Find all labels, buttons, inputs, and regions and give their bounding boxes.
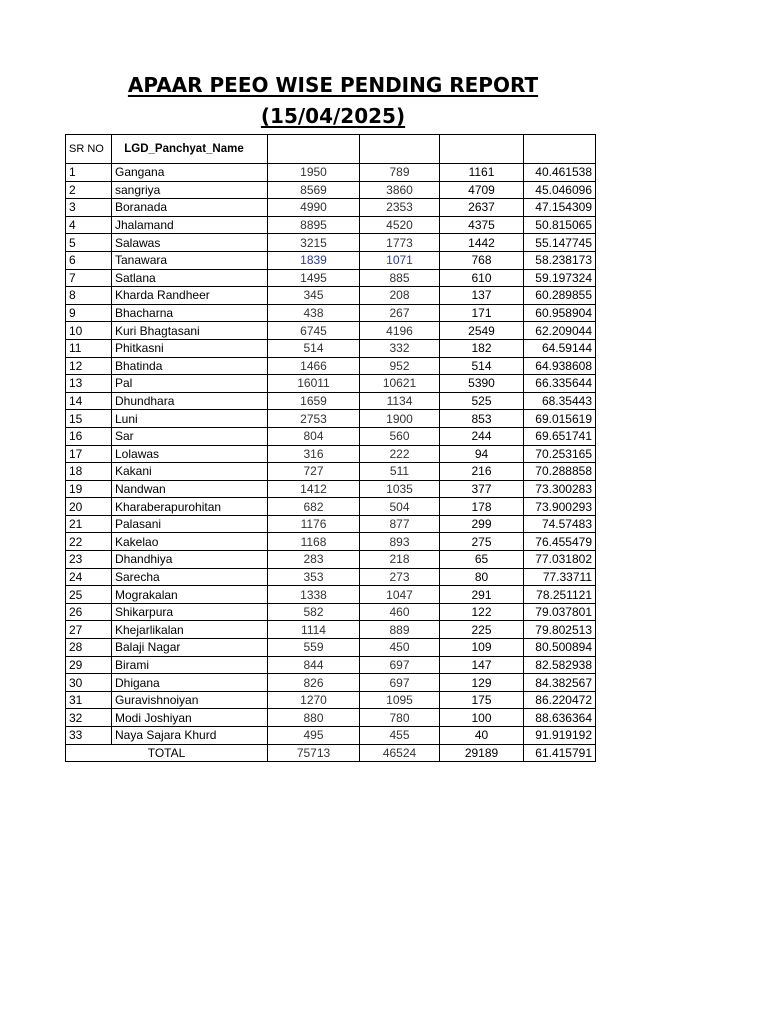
col-4-cell: 218 — [360, 551, 440, 569]
percent-cell: 64.59144 — [524, 339, 596, 357]
sr-no-cell: 22 — [66, 533, 112, 551]
col-4-cell: 893 — [360, 533, 440, 551]
table-row — [66, 515, 596, 533]
pending-cell: 610 — [440, 269, 524, 287]
pending-cell: 65 — [440, 551, 524, 569]
pending-cell: 171 — [440, 304, 524, 322]
table-row — [66, 498, 596, 516]
panchyat-name-cell: Boranada — [112, 199, 268, 217]
panchyat-name-cell: Sarecha — [112, 568, 268, 586]
table-row — [66, 709, 596, 727]
sr-no-cell: 3 — [66, 199, 112, 217]
sr-no-cell: 20 — [66, 498, 112, 516]
col-3-cell: 804 — [268, 427, 360, 445]
col-4-cell: 1773 — [360, 234, 440, 252]
percent-cell: 64.938608 — [524, 357, 596, 375]
table-row — [66, 480, 596, 498]
col-3-cell: 1495 — [268, 269, 360, 287]
panchyat-name-cell: Mograkalan — [112, 586, 268, 604]
percent-cell: 69.651741 — [524, 427, 596, 445]
pending-cell: 216 — [440, 463, 524, 481]
panchyat-name-cell: Lolawas — [112, 445, 268, 463]
percent-cell: 69.015619 — [524, 410, 596, 428]
sr-no-cell: 8 — [66, 287, 112, 305]
percent-cell: 62.209044 — [524, 322, 596, 340]
col-3-cell: 4990 — [268, 199, 360, 217]
panchyat-name-cell: Jhalamand — [112, 216, 268, 234]
panchyat-name-cell: Sar — [112, 427, 268, 445]
table-row — [66, 234, 596, 252]
percent-cell: 79.037801 — [524, 603, 596, 621]
percent-cell: 47.154309 — [524, 199, 596, 217]
pending-cell: 94 — [440, 445, 524, 463]
col-4-cell: 1047 — [360, 586, 440, 604]
panchyat-name-cell: Shikarpura — [112, 603, 268, 621]
col-3-cell: 844 — [268, 656, 360, 674]
panchyat-name-cell: Satlana — [112, 269, 268, 287]
percent-cell: 73.300283 — [524, 480, 596, 498]
sr-no-cell: 14 — [66, 392, 112, 410]
sr-no-cell: 28 — [66, 639, 112, 657]
table-row — [66, 463, 596, 481]
col-3-cell: 1466 — [268, 357, 360, 375]
sr-no-cell: 29 — [66, 656, 112, 674]
percent-cell: 74.57483 — [524, 515, 596, 533]
percent-cell: 60.289855 — [524, 287, 596, 305]
percent-cell: 70.253165 — [524, 445, 596, 463]
total-label: TOTAL — [66, 744, 268, 762]
panchyat-name-cell: Phitkasni — [112, 339, 268, 357]
pending-cell: 225 — [440, 621, 524, 639]
pending-cell: 299 — [440, 515, 524, 533]
percent-cell: 58.238173 — [524, 251, 596, 269]
percent-cell: 45.046096 — [524, 181, 596, 199]
col-4-cell: 267 — [360, 304, 440, 322]
sr-no-cell: 9 — [66, 304, 112, 322]
col-3-cell: 682 — [268, 498, 360, 516]
table-row — [66, 339, 596, 357]
panchyat-name-cell: Salawas — [112, 234, 268, 252]
table-row — [66, 322, 596, 340]
pending-cell: 2637 — [440, 199, 524, 217]
percent-cell: 77.031802 — [524, 551, 596, 569]
col-4-cell: 332 — [360, 339, 440, 357]
pending-cell: 122 — [440, 603, 524, 621]
sr-no-cell: 17 — [66, 445, 112, 463]
sr-no-cell: 4 — [66, 216, 112, 234]
sr-no-cell: 19 — [66, 480, 112, 498]
pending-report-table — [65, 134, 596, 762]
table-row — [66, 691, 596, 709]
table-row — [66, 603, 596, 621]
col-4-cell: 4196 — [360, 322, 440, 340]
table-row — [66, 304, 596, 322]
panchyat-name-cell: Birami — [112, 656, 268, 674]
col-3-cell: 8895 — [268, 216, 360, 234]
header-sr-no: SR NO — [66, 135, 112, 164]
table-row — [66, 216, 596, 234]
col-4-cell: 1071 — [360, 251, 440, 269]
pending-cell: 275 — [440, 533, 524, 551]
table-row — [66, 639, 596, 657]
sr-no-cell: 6 — [66, 251, 112, 269]
pending-cell: 147 — [440, 656, 524, 674]
pending-cell: 514 — [440, 357, 524, 375]
panchyat-name-cell: Balaji Nagar — [112, 639, 268, 657]
pending-cell: 137 — [440, 287, 524, 305]
percent-cell: 77.33711 — [524, 568, 596, 586]
table-row — [66, 164, 596, 182]
pending-cell: 178 — [440, 498, 524, 516]
sr-no-cell: 2 — [66, 181, 112, 199]
pending-cell: 175 — [440, 691, 524, 709]
col-4-cell: 697 — [360, 674, 440, 692]
col-4-cell: 10621 — [360, 375, 440, 393]
sr-no-cell: 13 — [66, 375, 112, 393]
percent-cell: 73.900293 — [524, 498, 596, 516]
report-date: (15/04/2025) — [260, 104, 406, 128]
sr-no-cell: 18 — [66, 463, 112, 481]
col-3-cell: 1176 — [268, 515, 360, 533]
panchyat-name-cell: Dhandhiya — [112, 551, 268, 569]
col-3-cell: 559 — [268, 639, 360, 657]
sr-no-cell: 16 — [66, 427, 112, 445]
panchyat-name-cell: Kuri Bhagtasani — [112, 322, 268, 340]
pending-cell: 40 — [440, 727, 524, 745]
panchyat-name-cell: Kakelao — [112, 533, 268, 551]
col-4-cell: 3860 — [360, 181, 440, 199]
pending-cell: 853 — [440, 410, 524, 428]
col-4-cell: 889 — [360, 621, 440, 639]
percent-cell: 76.455479 — [524, 533, 596, 551]
panchyat-name-cell: Bhatinda — [112, 357, 268, 375]
total-col-3: 75713 — [268, 744, 360, 762]
panchyat-name-cell: Modi Joshiyan — [112, 709, 268, 727]
col-4-cell: 1095 — [360, 691, 440, 709]
col-4-cell: 1035 — [360, 480, 440, 498]
col-3-cell: 353 — [268, 568, 360, 586]
col-3-cell: 1839 — [268, 251, 360, 269]
header-panchyat-name: LGD_Panchyat_Name — [112, 135, 268, 164]
table-row — [66, 621, 596, 639]
sr-no-cell: 24 — [66, 568, 112, 586]
percent-cell: 50.815065 — [524, 216, 596, 234]
pending-cell: 129 — [440, 674, 524, 692]
total-row — [66, 744, 596, 762]
sr-no-cell: 33 — [66, 727, 112, 745]
pending-cell: 5390 — [440, 375, 524, 393]
pending-cell: 291 — [440, 586, 524, 604]
table-row — [66, 533, 596, 551]
pending-cell: 4375 — [440, 216, 524, 234]
header-col-5 — [440, 135, 524, 164]
table-row — [66, 199, 596, 217]
col-4-cell: 697 — [360, 656, 440, 674]
table-row — [66, 269, 596, 287]
table-row — [66, 674, 596, 692]
col-4-cell: 273 — [360, 568, 440, 586]
col-3-cell: 514 — [268, 339, 360, 357]
header-col-3 — [268, 135, 360, 164]
table-row — [66, 392, 596, 410]
col-4-cell: 511 — [360, 463, 440, 481]
panchyat-name-cell: Guravishnoiyan — [112, 691, 268, 709]
sr-no-cell: 10 — [66, 322, 112, 340]
panchyat-name-cell: Luni — [112, 410, 268, 428]
panchyat-name-cell: Dhundhara — [112, 392, 268, 410]
panchyat-name-cell: Kakani — [112, 463, 268, 481]
panchyat-name-cell: Kharda Randheer — [112, 287, 268, 305]
table-row — [66, 551, 596, 569]
pending-cell: 80 — [440, 568, 524, 586]
panchyat-name-cell: sangriya — [112, 181, 268, 199]
percent-cell: 55.147745 — [524, 234, 596, 252]
col-4-cell: 4520 — [360, 216, 440, 234]
sr-no-cell: 30 — [66, 674, 112, 692]
percent-cell: 66.335644 — [524, 375, 596, 393]
col-4-cell: 504 — [360, 498, 440, 516]
header-col-4 — [360, 135, 440, 164]
percent-cell: 78.251121 — [524, 586, 596, 604]
pending-cell: 525 — [440, 392, 524, 410]
col-4-cell: 560 — [360, 427, 440, 445]
report-title: APAAR PEEO WISE PENDING REPORT — [127, 73, 539, 97]
col-3-cell: 3215 — [268, 234, 360, 252]
pending-cell: 4709 — [440, 181, 524, 199]
sr-no-cell: 27 — [66, 621, 112, 639]
pending-cell: 2549 — [440, 322, 524, 340]
col-3-cell: 2753 — [268, 410, 360, 428]
col-4-cell: 222 — [360, 445, 440, 463]
sr-no-cell: 31 — [66, 691, 112, 709]
col-3-cell: 438 — [268, 304, 360, 322]
col-3-cell: 1114 — [268, 621, 360, 639]
col-3-cell: 1270 — [268, 691, 360, 709]
panchyat-name-cell: Nandwan — [112, 480, 268, 498]
col-3-cell: 16011 — [268, 375, 360, 393]
panchyat-name-cell: Bhacharna — [112, 304, 268, 322]
total-percent: 61.415791 — [524, 744, 596, 762]
percent-cell: 84.382567 — [524, 674, 596, 692]
percent-cell: 88.636364 — [524, 709, 596, 727]
col-4-cell: 780 — [360, 709, 440, 727]
panchyat-name-cell: Gangana — [112, 164, 268, 182]
percent-cell: 70.288858 — [524, 463, 596, 481]
sr-no-cell: 32 — [66, 709, 112, 727]
header-col-6 — [524, 135, 596, 164]
table-row — [66, 427, 596, 445]
table-row — [66, 727, 596, 745]
total-pending: 29189 — [440, 744, 524, 762]
pending-cell: 100 — [440, 709, 524, 727]
sr-no-cell: 26 — [66, 603, 112, 621]
panchyat-name-cell: Pal — [112, 375, 268, 393]
col-3-cell: 283 — [268, 551, 360, 569]
percent-cell: 86.220472 — [524, 691, 596, 709]
percent-cell: 40.461538 — [524, 164, 596, 182]
sr-no-cell: 25 — [66, 586, 112, 604]
total-col-4: 46524 — [360, 744, 440, 762]
pending-cell: 182 — [440, 339, 524, 357]
sr-no-cell: 15 — [66, 410, 112, 428]
panchyat-name-cell: Dhigana — [112, 674, 268, 692]
panchyat-name-cell: Naya Sajara Khurd — [112, 727, 268, 745]
percent-cell: 60.958904 — [524, 304, 596, 322]
col-4-cell: 877 — [360, 515, 440, 533]
col-3-cell: 1412 — [268, 480, 360, 498]
col-3-cell: 582 — [268, 603, 360, 621]
pending-cell: 109 — [440, 639, 524, 657]
sr-no-cell: 23 — [66, 551, 112, 569]
panchyat-name-cell: Tanawara — [112, 251, 268, 269]
percent-cell: 68.35443 — [524, 392, 596, 410]
table-row — [66, 410, 596, 428]
col-4-cell: 450 — [360, 639, 440, 657]
col-3-cell: 1950 — [268, 164, 360, 182]
percent-cell: 80.500894 — [524, 639, 596, 657]
col-4-cell: 2353 — [360, 199, 440, 217]
panchyat-name-cell: Palasani — [112, 515, 268, 533]
pending-cell: 377 — [440, 480, 524, 498]
col-3-cell: 826 — [268, 674, 360, 692]
col-4-cell: 208 — [360, 287, 440, 305]
pending-cell: 768 — [440, 251, 524, 269]
table-row — [66, 357, 596, 375]
col-3-cell: 6745 — [268, 322, 360, 340]
col-3-cell: 345 — [268, 287, 360, 305]
table-row — [66, 251, 596, 269]
col-3-cell: 1659 — [268, 392, 360, 410]
col-3-cell: 727 — [268, 463, 360, 481]
col-4-cell: 789 — [360, 164, 440, 182]
sr-no-cell: 1 — [66, 164, 112, 182]
percent-cell: 79.802513 — [524, 621, 596, 639]
table-header-row — [66, 135, 596, 164]
panchyat-name-cell: Khejarlikalan — [112, 621, 268, 639]
pending-cell: 1161 — [440, 164, 524, 182]
table-row — [66, 568, 596, 586]
col-3-cell: 1168 — [268, 533, 360, 551]
table-row — [66, 445, 596, 463]
table-row — [66, 287, 596, 305]
table-row — [66, 375, 596, 393]
sr-no-cell: 11 — [66, 339, 112, 357]
sr-no-cell: 21 — [66, 515, 112, 533]
percent-cell: 59.197324 — [524, 269, 596, 287]
table-row — [66, 586, 596, 604]
col-4-cell: 885 — [360, 269, 440, 287]
percent-cell: 91.919192 — [524, 727, 596, 745]
col-4-cell: 460 — [360, 603, 440, 621]
table-row — [66, 181, 596, 199]
panchyat-name-cell: Kharaberapurohitan — [112, 498, 268, 516]
sr-no-cell: 12 — [66, 357, 112, 375]
col-3-cell: 1338 — [268, 586, 360, 604]
sr-no-cell: 7 — [66, 269, 112, 287]
percent-cell: 82.582938 — [524, 656, 596, 674]
table-row — [66, 656, 596, 674]
col-3-cell: 316 — [268, 445, 360, 463]
col-3-cell: 880 — [268, 709, 360, 727]
col-3-cell: 8569 — [268, 181, 360, 199]
col-3-cell: 495 — [268, 727, 360, 745]
col-4-cell: 1900 — [360, 410, 440, 428]
col-4-cell: 455 — [360, 727, 440, 745]
col-4-cell: 952 — [360, 357, 440, 375]
pending-cell: 1442 — [440, 234, 524, 252]
pending-cell: 244 — [440, 427, 524, 445]
sr-no-cell: 5 — [66, 234, 112, 252]
col-4-cell: 1134 — [360, 392, 440, 410]
